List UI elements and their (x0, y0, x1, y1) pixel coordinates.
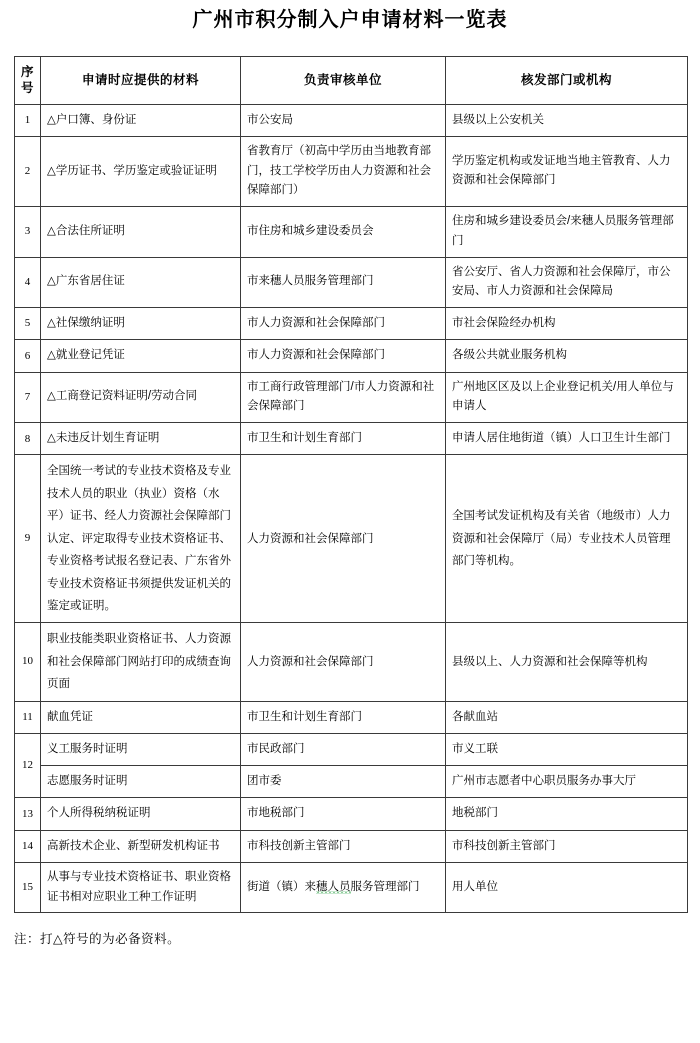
cell-reviewer: 省教育厅（初高中学历由当地教育部门，技工学校学历由人力资源和社会保障部门） (241, 136, 446, 206)
cell-material: △就业登记凭证 (41, 340, 241, 372)
cell-reviewer: 团市委 (241, 766, 446, 798)
cell-material: 志愿服务时证明 (41, 766, 241, 798)
cell-issuer: 地税部门 (446, 798, 688, 830)
cell-reviewer (241, 862, 446, 913)
cell-seq: 7 (15, 372, 41, 423)
cell-issuer: 申请人居住地街道（镇）人口卫生计生部门 (446, 423, 688, 455)
footnote: 注：打△符号的为必备资料。 (14, 932, 181, 946)
table-row (15, 340, 688, 372)
cell-reviewer: 人力资源和社会保障部门 (241, 623, 446, 701)
cell-reviewer: 市卫生和计划生育部门 (241, 701, 446, 733)
cell-issuer: 各级公共就业服务机构 (446, 340, 688, 372)
cell-issuer: 市社会保险经办机构 (446, 308, 688, 340)
cell-material: △学历证书、学历鉴定或验证证明 (41, 136, 241, 206)
reviewer-text-before: 街道（镇）来 (247, 880, 316, 893)
table-header-row (15, 57, 688, 105)
cell-material: △工商登记资料证明/劳动合同 (41, 372, 241, 423)
cell-reviewer: 市人力资源和社会保障部门 (241, 340, 446, 372)
cell-issuer: 广州市志愿者中心职员服务办事大厅 (446, 766, 688, 798)
column-header-material: 申请时应提供的材料 (41, 57, 241, 105)
cell-material: △未违反计划生育证明 (41, 423, 241, 455)
cell-reviewer: 市工商行政管理部门/市人力资源和社会保障部门 (241, 372, 446, 423)
cell-issuer: 县级以上公安机关 (446, 104, 688, 136)
cell-material: 个人所得税纳税证明 (41, 798, 241, 830)
column-header-issuer: 核发部门或机构 (446, 57, 688, 105)
cell-seq: 12 (15, 733, 41, 798)
cell-seq: 4 (15, 257, 41, 308)
cell-reviewer: 市民政部门 (241, 733, 446, 765)
cell-material: 全国统一考试的专业技术资格及专业技术人员的职业（执业）资格（水平）证书、经人力资源社会保障部门认定、评定取得专业技术资格证书、专业资格考试报名登记表、广东省外专业技术资格证书须提供发证机关的鉴定或证明。 (41, 455, 241, 623)
table-row (15, 798, 688, 830)
table-row (15, 862, 688, 913)
cell-seq: 14 (15, 830, 41, 862)
cell-issuer: 住房和城乡建设委员会/来穗人员服务管理部门 (446, 207, 688, 258)
cell-reviewer: 市人力资源和社会保障部门 (241, 308, 446, 340)
cell-issuer: 广州地区区及以上企业登记机关/用人单位与申请人 (446, 372, 688, 423)
table-row (15, 372, 688, 423)
table-row (15, 308, 688, 340)
table-row (15, 207, 688, 258)
table-row (15, 701, 688, 733)
spellcheck-underlined-text: 穗人员 (316, 880, 351, 893)
cell-reviewer: 市科技创新主管部门 (241, 830, 446, 862)
page-title: 广州市积分制入户申请材料一览表 (192, 9, 508, 31)
column-header-reviewer: 负责审核单位 (241, 57, 446, 105)
table-header (15, 57, 688, 105)
column-header-seq: 序号 (15, 57, 41, 105)
table-row (15, 104, 688, 136)
cell-seq: 6 (15, 340, 41, 372)
table-row (15, 830, 688, 862)
cell-reviewer: 市公安局 (241, 104, 446, 136)
cell-seq: 2 (15, 136, 41, 206)
table-body (15, 104, 688, 913)
table-row (15, 455, 688, 623)
table-row (15, 623, 688, 701)
table-row (15, 423, 688, 455)
cell-reviewer: 市住房和城乡建设委员会 (241, 207, 446, 258)
materials-table-container (14, 56, 687, 913)
cell-reviewer: 市来穗人员服务管理部门 (241, 257, 446, 308)
table-row (15, 766, 688, 798)
cell-seq: 13 (15, 798, 41, 830)
table-row (15, 733, 688, 765)
cell-seq: 8 (15, 423, 41, 455)
cell-issuer: 市科技创新主管部门 (446, 830, 688, 862)
cell-reviewer: 市卫生和计划生育部门 (241, 423, 446, 455)
cell-material: 从事与专业技术资格证书、职业资格证书相对应职业工种工作证明 (41, 862, 241, 913)
cell-seq: 9 (15, 455, 41, 623)
cell-material: 高新技术企业、新型研发机构证书 (41, 830, 241, 862)
materials-table (14, 56, 688, 913)
cell-issuer: 学历鉴定机构或发证地当地主管教育、人力资源和社会保障部门 (446, 136, 688, 206)
cell-seq: 11 (15, 701, 41, 733)
cell-seq: 5 (15, 308, 41, 340)
cell-material: △社保缴纳证明 (41, 308, 241, 340)
cell-material: 献血凭证 (41, 701, 241, 733)
cell-material: 职业技能类职业资格证书、人力资源和社会保障部门网站打印的成绩查询页面 (41, 623, 241, 701)
reviewer-text-after: 服务管理部门 (350, 880, 420, 893)
cell-issuer: 各献血站 (446, 701, 688, 733)
cell-material: △户口簿、身份证 (41, 104, 241, 136)
cell-seq: 15 (15, 862, 41, 913)
cell-issuer: 用人单位 (446, 862, 688, 913)
table-row (15, 136, 688, 206)
cell-issuer: 市义工联 (446, 733, 688, 765)
cell-seq: 1 (15, 104, 41, 136)
cell-issuer: 县级以上、人力资源和社会保障等机构 (446, 623, 688, 701)
cell-issuer: 省公安厅、省人力资源和社会保障厅，市公安局、市人力资源和社会保障局 (446, 257, 688, 308)
cell-seq: 10 (15, 623, 41, 701)
cell-material: △广东省居住证 (41, 257, 241, 308)
table-row (15, 257, 688, 308)
cell-seq: 3 (15, 207, 41, 258)
cell-issuer: 全国考试发证机构及有关省（地级市）人力资源和社会保障厅（局）专业技术人员管理部门等机构。 (446, 455, 688, 623)
cell-material: △合法住所证明 (41, 207, 241, 258)
cell-reviewer: 市地税部门 (241, 798, 446, 830)
cell-reviewer: 人力资源和社会保障部门 (241, 455, 446, 623)
cell-material: 义工服务时证明 (41, 733, 241, 765)
